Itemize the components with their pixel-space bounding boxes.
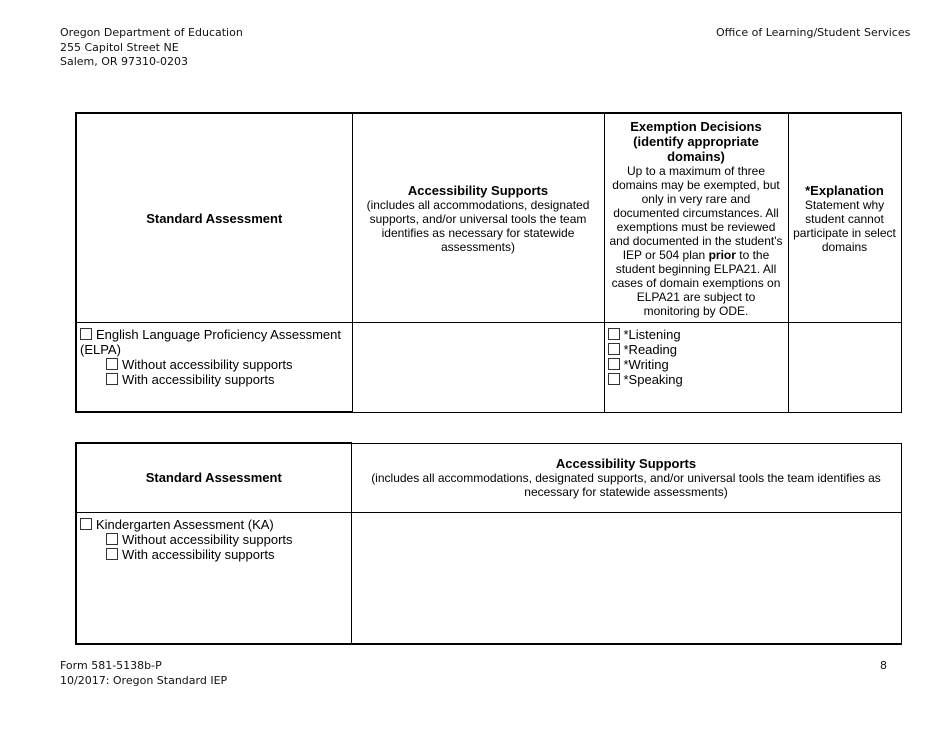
page-number: 8 xyxy=(880,659,887,672)
org-city: Salem, OR 97310-0203 xyxy=(60,55,189,68)
ka-checkbox-row[interactable] xyxy=(80,517,348,532)
t1-col4-desc: Statement why student cannot participate in select domains xyxy=(793,197,896,254)
ka-label: Kindergarten Assessment (KA) xyxy=(96,516,274,532)
elpa-with-row[interactable] xyxy=(80,372,349,387)
t1-domains-cell xyxy=(604,323,788,413)
domain-listening-checkbox[interactable] xyxy=(608,328,620,340)
elpa-checkbox-row[interactable] xyxy=(80,327,349,357)
org-street: 255 Capitol Street NE xyxy=(60,40,179,54)
t1-col-standard-assessment xyxy=(76,113,352,323)
office-name: Office of Learning/Student Services xyxy=(716,26,911,39)
domain-reading-row[interactable] xyxy=(608,342,785,357)
t1-col3-title: Exemption Decisions (identify appropriate domains) xyxy=(630,118,762,164)
ka-with-checkbox[interactable] xyxy=(106,548,118,560)
form-edition: 10/2017: Oregon Standard IEP xyxy=(60,673,228,687)
ka-without-row[interactable] xyxy=(80,532,348,547)
domain-speaking-row[interactable] xyxy=(608,372,785,387)
domain-writing-label: *Writing xyxy=(623,357,669,372)
form-number: Form 581-5138b-P xyxy=(60,659,162,672)
t1-col3-desc-bold: prior xyxy=(708,247,736,262)
t2-supports-entry-cell[interactable] xyxy=(351,512,901,644)
domain-listening-label: *Listening xyxy=(623,327,681,342)
domain-writing-checkbox[interactable] xyxy=(608,358,620,370)
elpa-label: English Language Proficiency Assessment (ELPA) xyxy=(80,327,341,357)
domain-speaking-label: *Speaking xyxy=(623,372,683,387)
t1-col4-title: *Explanation xyxy=(805,182,884,198)
t1-col1-title: Standard Assessment xyxy=(146,210,283,226)
org-address xyxy=(60,26,243,70)
t1-explanation-entry-cell[interactable] xyxy=(788,323,901,413)
t1-assessment-cell xyxy=(76,323,352,413)
form-info xyxy=(60,659,227,688)
elpa-without-checkbox[interactable] xyxy=(106,358,118,370)
t1-col2-title: Accessibility Supports xyxy=(407,182,549,198)
t2-col2-desc: (includes all accommodations, designated supports, and/or universal tools the team identifies as necessary for statewide assessments) xyxy=(371,471,881,499)
domain-writing-row[interactable] xyxy=(608,357,785,372)
ka-with-label: With accessibility supports xyxy=(122,546,275,562)
t1-supports-entry-cell[interactable] xyxy=(352,323,604,413)
t2-col2-title: Accessibility Supports xyxy=(555,456,697,471)
domain-listening-row[interactable] xyxy=(608,327,785,342)
t2-col1-title: Standard Assessment xyxy=(145,470,282,486)
elpa-table xyxy=(75,112,902,413)
t1-col3-desc xyxy=(608,164,785,318)
domain-reading-label: *Reading xyxy=(623,342,677,357)
ka-table xyxy=(75,442,902,645)
domain-reading-checkbox[interactable] xyxy=(608,343,620,355)
domain-speaking-checkbox[interactable] xyxy=(608,373,620,385)
elpa-without-label: Without accessibility supports xyxy=(122,357,293,372)
org-name: Oregon Department of Education xyxy=(60,26,243,39)
elpa-checkbox[interactable] xyxy=(80,328,92,340)
t1-col-accessibility-supports xyxy=(352,113,604,323)
t1-col-explanation xyxy=(788,113,901,323)
t1-col3-desc-b: to the student beginning ELPA21. All cases of domain exemptions on ELPA21 are subject to monitoring by ODE. xyxy=(611,247,781,318)
elpa-with-checkbox[interactable] xyxy=(106,373,118,385)
t1-col2-desc: (includes all accommodations, designated supports, and/or universal tools the team identifies as necessary for statewide assessments) xyxy=(366,197,590,254)
ka-without-label: Without accessibility supports xyxy=(122,531,293,547)
t2-col-standard-assessment xyxy=(76,443,351,512)
t2-assessment-cell xyxy=(76,512,351,644)
elpa-without-row[interactable] xyxy=(80,357,349,372)
ka-with-row[interactable] xyxy=(80,547,348,562)
t1-col3-desc-a: Up to a maximum of three domains may be exempted, but only in very rare and documented circumstances. All exemptions must be reviewed and documented in the student's IEP or 504 plan xyxy=(609,163,783,262)
ka-without-checkbox[interactable] xyxy=(106,533,118,545)
t1-col-exemption-decisions xyxy=(604,113,788,323)
elpa-with-label: With accessibility supports xyxy=(122,372,275,387)
t2-col-accessibility-supports xyxy=(351,443,901,512)
ka-checkbox[interactable] xyxy=(80,518,92,530)
